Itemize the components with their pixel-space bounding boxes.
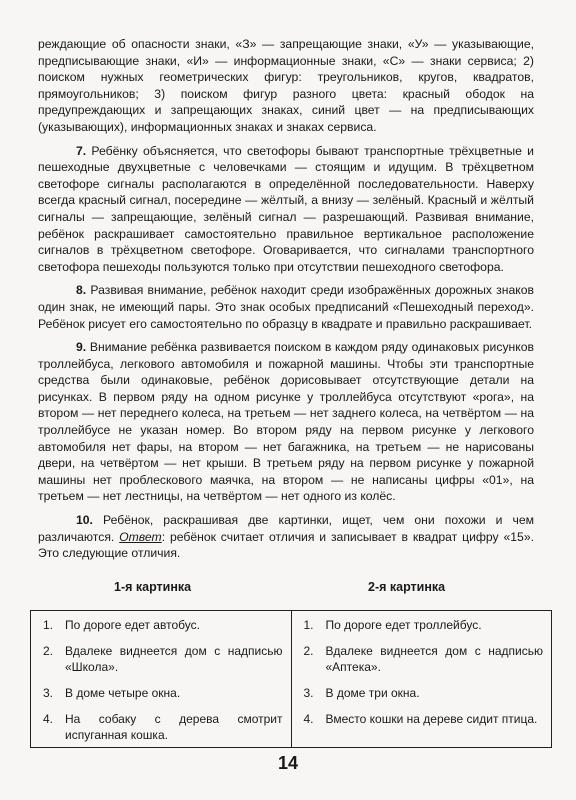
column-header-picture-1: 1-я картинка [114,580,192,594]
column-header-picture-2: 2-я картинка [368,580,446,594]
page-number: 14 [277,753,299,773]
paragraph-number: 9. [76,340,87,355]
item-text: По дороге едет троллейбус. [325,618,482,632]
item-text: Вдалеке виднеется дом с надписью «Аптека». [325,644,543,674]
item-number: 1. [303,618,314,632]
body-text [38,36,534,562]
paragraph-text: Ребёнку объясняется, что светофоры бывают транспортные трёхцветные и пешеходные двухцветные с человечками — стоящим и идущим. В трёхцветном светофоре сигналы располагаются в определённой последовательности. Наверху всегда красный сигнал, посередине — жёлтый, а внизу — зелёный. Красный и жёлтый сигналы — запрещающие, зелёный сигнал — разрешающий. Развивая внимание, ребёнок раскрашивает самостоятельно правильное вертикальное расположение сигналов в трёхцветном светофоре. Оговаривается, что сигналами транспортного светофора пешеходы пользуются только при отсутствии пешеходного светофора. [38,143,534,274]
item-text: В доме четыре окна. [65,686,181,700]
table-cell-right [291,611,552,638]
item-text: На собаку с дерева смотрит испуганная кошка. [65,712,283,742]
table-cell-right [291,679,552,705]
item-number: 1. [43,618,54,632]
table-cell-left [31,705,292,748]
paragraph-continued: реждающие об опасности знаки, «З» — запрещающие знаки, «У» — указывающие, предписывающие знаки, «И» — информационные знаки, «С» — знаки сервиса; 2) поиском нужных геометрических фигур: треугольников, кругов, квадратов, прямоугольников; 3) поиском фигур разного цвета: красный ободок на предупреждающих и запрещающих знаках, синий цвет — на предписывающих (указывающих), информационных знаках и знаках сервиса. [38,37,534,134]
paragraph-number: 7. [76,143,87,158]
item-text: Вдалеке виднеется дом с надписью «Школа». [65,644,283,674]
paragraph-10 [38,512,534,562]
table-row [31,637,552,679]
paragraph-text: Развивая внимание, ребёнок находит среди изображённых дорожных знаков один знак, не имеющий пары. Это знак особых предписаний «Пешеходный переход». Ребёнок рисует его самостоятельно по образцу в квадрате и правильно раскрашивает. [38,283,534,331]
item-text: В доме три окна. [325,686,420,700]
table-row [31,679,552,705]
item-number: 3. [303,686,314,700]
paragraph-text: Внимание ребёнка развивается поиском в каждом ряду одинаковых рисунков троллейбуса, легкового автомобиля и пожарной машины. Чтобы эти транспортные средства были одинаковые, ребёнок дорисовывает отсутствующие детали на рисунках. В первом ряду на одном рисунке у троллейбуса отсутствуют «рога», на втором — нет переднего колеса, на третьем — нет заднего колеса, на четвёртом — на троллейбусе не указан номер. Во втором ряду на первом рисунке у легкового автомобиля нет фары, на втором — нет багажника, на третьем — не нарисованы двери, на четвёртом — нет крыши. В третьем ряду на первом рисунке у пожарной машины нет проблескового маячка, на втором — не написаны цифры «01», на третьем — нет лестницы, на четвёртом — нет одного из колёс. [38,340,534,504]
differences-table [30,610,552,748]
item-number: 2. [43,644,54,658]
item-number: 4. [303,712,314,726]
item-number: 2. [303,644,314,658]
paragraph-number: 8. [76,283,87,298]
table-cell-left [31,679,292,705]
table-cell-left [31,637,292,679]
item-number: 3. [43,686,54,700]
paragraph-7 [38,143,534,276]
table-row [31,611,552,638]
item-number: 4. [43,712,54,726]
paragraph-number: 10. [76,513,93,528]
table-cell-right [291,637,552,679]
item-text: Вместо кошки на дереве сидит птица. [325,712,538,726]
item-text: По дороге едет автобус. [65,618,200,632]
answer-label: Ответ [119,529,162,544]
paragraph-9 [38,339,534,505]
table-row [31,705,552,748]
table-cell-left [31,611,292,638]
table-cell-right [291,705,552,748]
paragraph-text-cont: : ребёнок считает отличия и записывает в квадрат цифру «15». Это следующие отличия. [38,529,534,561]
paragraph-8 [38,282,534,332]
paragraph-text: Ребёнок, раскрашивая две картинки, ищет, чем они похожи и чем различаются. [38,513,534,544]
